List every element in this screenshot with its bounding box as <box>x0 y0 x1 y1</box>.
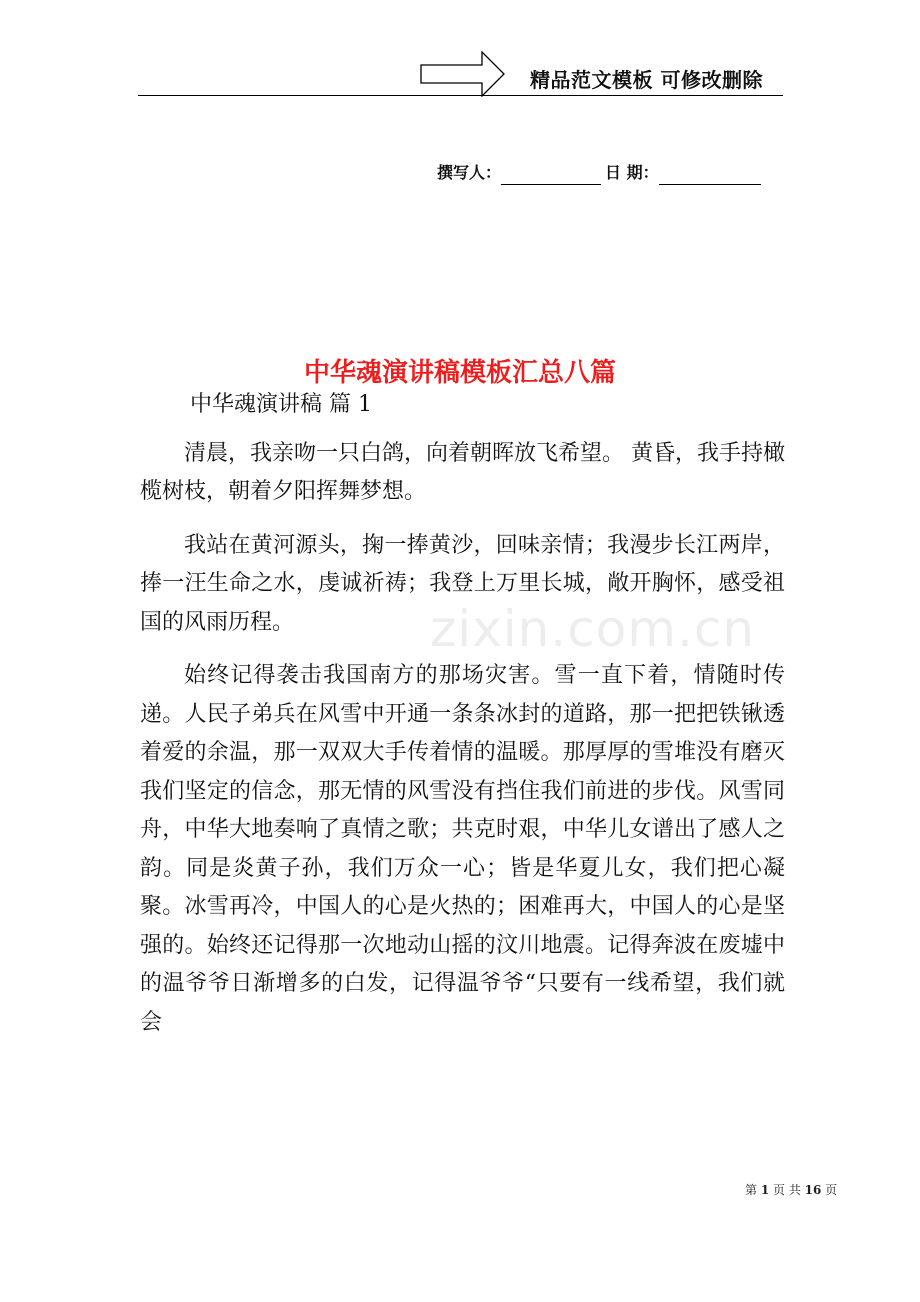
page-number-footer <box>745 1181 837 1199</box>
author-date-line <box>437 161 761 185</box>
page-suffix: 页 <box>821 1183 838 1197</box>
body-paragraph: 始终记得袭击我国南方的那场灾害。雪一直下着，情随时传递。人民子弟兵在风雪中开通一条条冰封的道路，那一把把铁锹透着爱的余温，那一双双大手传着情的温暖。那厚厚的雪堆没有磨灭我们坚定的信念，那无情的风雪没有挡住我们前进的步伐。风雪同舟，中华大地奏响了真情之歌；共克时艰，中华儿女谱出了感人之韵。同是炎黄子孙，我们万众一心；皆是华夏儿女，我们把心凝聚。冰雪再冷，中国人的心是火热的；困难再大，中国人的心是坚强的。始终还记得那一次地动山摇的汶川地震。记得奔波在废墟中的温爷爷日渐增多的白发，记得温爷爷“只要有一线希望，我们就会 <box>140 663 785 1035</box>
author-blank-field <box>501 166 601 185</box>
section-heading: 中华魂演讲稿 篇 1 <box>190 392 372 417</box>
watermark: zixin.com.cn <box>430 600 756 658</box>
author-label: 撰写人： <box>437 163 502 182</box>
document-title: 中华魂演讲稿模板汇总八篇 <box>303 358 616 389</box>
date-label: 日 期： <box>605 163 659 182</box>
body-paragraph: 清晨，我亲吻一只白鸽，向着朝晖放飞希望。 黄昏，我手持橄榄树枝，朝着夕阳挥舞梦想。 <box>140 440 785 504</box>
page-middle: 页 共 <box>769 1183 805 1197</box>
document-body <box>140 386 785 1057</box>
header-tagline: 精品范文模板 可修改删除 <box>530 68 763 92</box>
body-paragraph: 我站在黄河源头，掬一捧黄沙，回味亲情；我漫步长江两岸，捧一汪生命之水，虔诚祈祷；我登上万里长城，敞开胸怀，感受祖国的风雨历程。 <box>140 532 785 635</box>
total-pages-number: 16 <box>804 1183 822 1197</box>
right-arrow-outline-icon <box>420 51 506 97</box>
current-page-number: 1 <box>760 1183 770 1197</box>
page-prefix: 第 <box>745 1183 761 1197</box>
page-header <box>0 0 920 100</box>
header-divider <box>138 95 783 96</box>
date-blank-field <box>659 166 761 185</box>
